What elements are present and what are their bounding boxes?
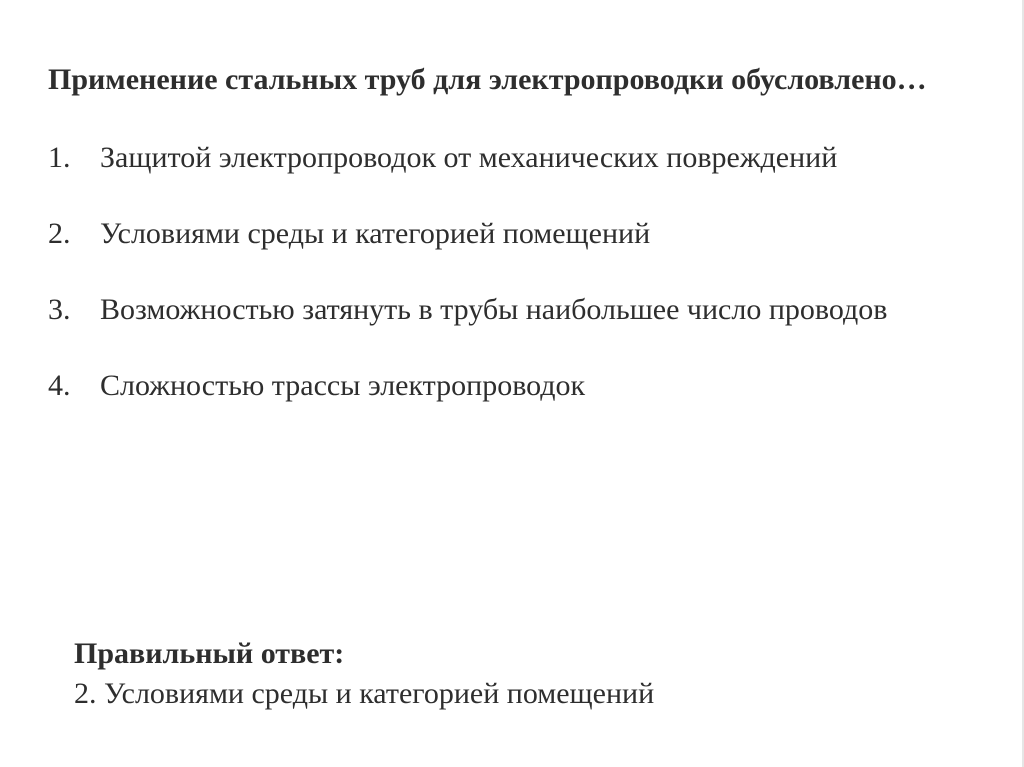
answer-title: Правильный ответ: <box>74 637 345 670</box>
option-number: 3. <box>48 293 71 326</box>
answer-block <box>74 634 974 714</box>
option-number: 2. <box>48 217 71 250</box>
options-list <box>48 138 948 406</box>
option-text: Защитой электропроводок от механических повреждений <box>100 141 838 174</box>
option-text: Условиями среды и категорией помещений <box>100 217 651 250</box>
option-item <box>48 366 948 406</box>
option-item <box>48 290 948 330</box>
answer-text: 2. Условиями среды и категорией помещений <box>74 677 655 710</box>
option-item <box>48 214 948 254</box>
question-text: Применение стальных труб для электропроводки обусловлено… <box>48 63 927 96</box>
option-number: 4. <box>48 369 71 402</box>
option-number: 1. <box>48 141 71 174</box>
option-text: Возможностью затянуть в трубы наибольшее число проводов <box>100 293 888 326</box>
option-item <box>48 138 948 178</box>
option-text: Сложностью трассы электропроводок <box>100 369 586 402</box>
